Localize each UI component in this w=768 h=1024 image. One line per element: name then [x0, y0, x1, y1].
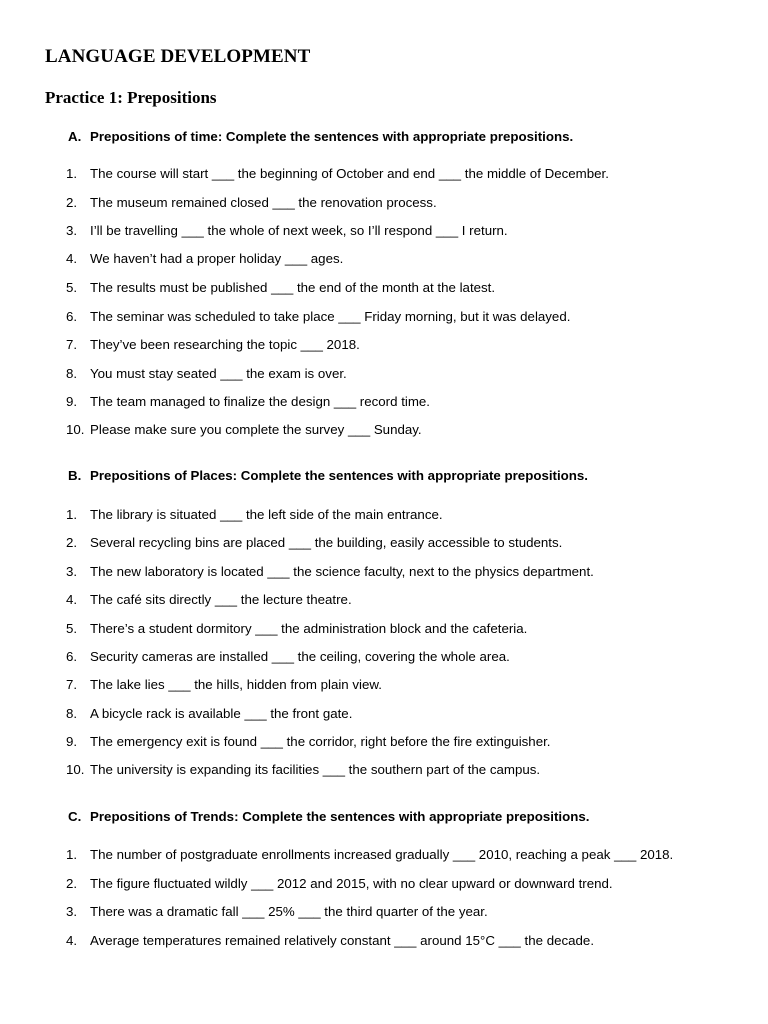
item-number: 7.: [66, 677, 78, 692]
item-sentence: The new laboratory is located ___ the science faculty, next to the physics department.: [90, 564, 594, 579]
item-number: 4.: [66, 933, 78, 948]
item-number: 10.: [66, 762, 85, 777]
item-number: 1.: [66, 507, 78, 522]
item-sentence: The library is situated ___ the left side of the main entrance.: [90, 507, 443, 522]
item-number: 10.: [66, 422, 85, 437]
item-sentence: You must stay seated ___ the exam is over.: [90, 366, 347, 381]
section-instruction: Prepositions of Places: Complete the sentences with appropriate prepositions.: [90, 468, 588, 483]
item-sentence: The course will start ___ the beginning of October and end ___ the middle of December.: [90, 166, 609, 181]
item-number: 2.: [66, 535, 78, 550]
item-number: 1.: [66, 166, 78, 181]
item-number: 1.: [66, 847, 78, 862]
document-title: LANGUAGE DEVELOPMENT: [45, 46, 311, 67]
item-sentence: The team managed to finalize the design ___ record time.: [90, 394, 431, 409]
section-letter: A.: [68, 129, 82, 144]
item-sentence: A bicycle rack is available ___ the front gate.: [90, 706, 353, 721]
item-sentence: I’ll be travelling ___ the whole of next week, so I’ll respond ___ I return.: [90, 223, 508, 238]
item-number: 4.: [66, 251, 78, 266]
item-number: 8.: [66, 706, 78, 721]
item-sentence: There’s a student dormitory ___ the administration block and the cafeteria.: [90, 621, 528, 636]
item-number: 2.: [66, 876, 78, 891]
item-sentence: The café sits directly ___ the lecture theatre.: [90, 592, 352, 607]
item-number: 8.: [66, 366, 78, 381]
item-sentence: Average temperatures remained relatively constant ___ around 15°C ___ the decade.: [90, 933, 595, 948]
item-sentence: There was a dramatic fall ___ 25% ___ the third quarter of the year.: [90, 904, 488, 919]
item-sentence: The lake lies ___ the hills, hidden from plain view.: [90, 677, 382, 692]
item-sentence: The results must be published ___ the end of the month at the latest.: [90, 280, 496, 295]
practice-title: Practice 1: Prepositions: [45, 88, 217, 107]
item-sentence: Please make sure you complete the survey ___ Sunday.: [90, 422, 422, 437]
item-sentence: Security cameras are installed ___ the ceiling, covering the whole area.: [90, 649, 510, 664]
item-sentence: The emergency exit is found ___ the corridor, right before the fire extinguisher.: [90, 734, 551, 749]
item-number: 3.: [66, 223, 78, 238]
item-sentence: The seminar was scheduled to take place ___ Friday morning, but it was delayed.: [90, 309, 571, 324]
item-number: 9.: [66, 394, 78, 409]
item-sentence: They’ve been researching the topic ___ 2018.: [90, 337, 360, 352]
item-number: 3.: [66, 564, 78, 579]
item-number: 2.: [66, 195, 78, 210]
item-number: 5.: [66, 621, 78, 636]
item-sentence: The university is expanding its facilities ___ the southern part of the campus.: [90, 762, 541, 777]
item-sentence: The figure fluctuated wildly ___ 2012 and 2015, with no clear upward or downward trend.: [90, 876, 613, 891]
item-number: 5.: [66, 280, 78, 295]
item-number: 7.: [66, 337, 78, 352]
item-sentence: We haven’t had a proper holiday ___ ages.: [90, 251, 344, 266]
item-sentence: The museum remained closed ___ the renovation process.: [90, 195, 437, 210]
item-number: 3.: [66, 904, 78, 919]
section-instruction: Prepositions of time: Complete the sentences with appropriate prepositions.: [90, 129, 574, 144]
section-letter: C.: [68, 809, 82, 824]
item-number: 6.: [66, 649, 78, 664]
item-number: 9.: [66, 734, 78, 749]
item-sentence: The number of postgraduate enrollments increased gradually ___ 2010, reaching a peak ___ 2018.: [90, 847, 674, 862]
item-number: 4.: [66, 592, 78, 607]
item-number: 6.: [66, 309, 78, 324]
item-sentence: Several recycling bins are placed ___ the building, easily accessible to students.: [90, 535, 563, 550]
section-instruction: Prepositions of Trends: Complete the sentences with appropriate prepositions.: [90, 809, 590, 824]
section-letter: B.: [68, 468, 82, 483]
